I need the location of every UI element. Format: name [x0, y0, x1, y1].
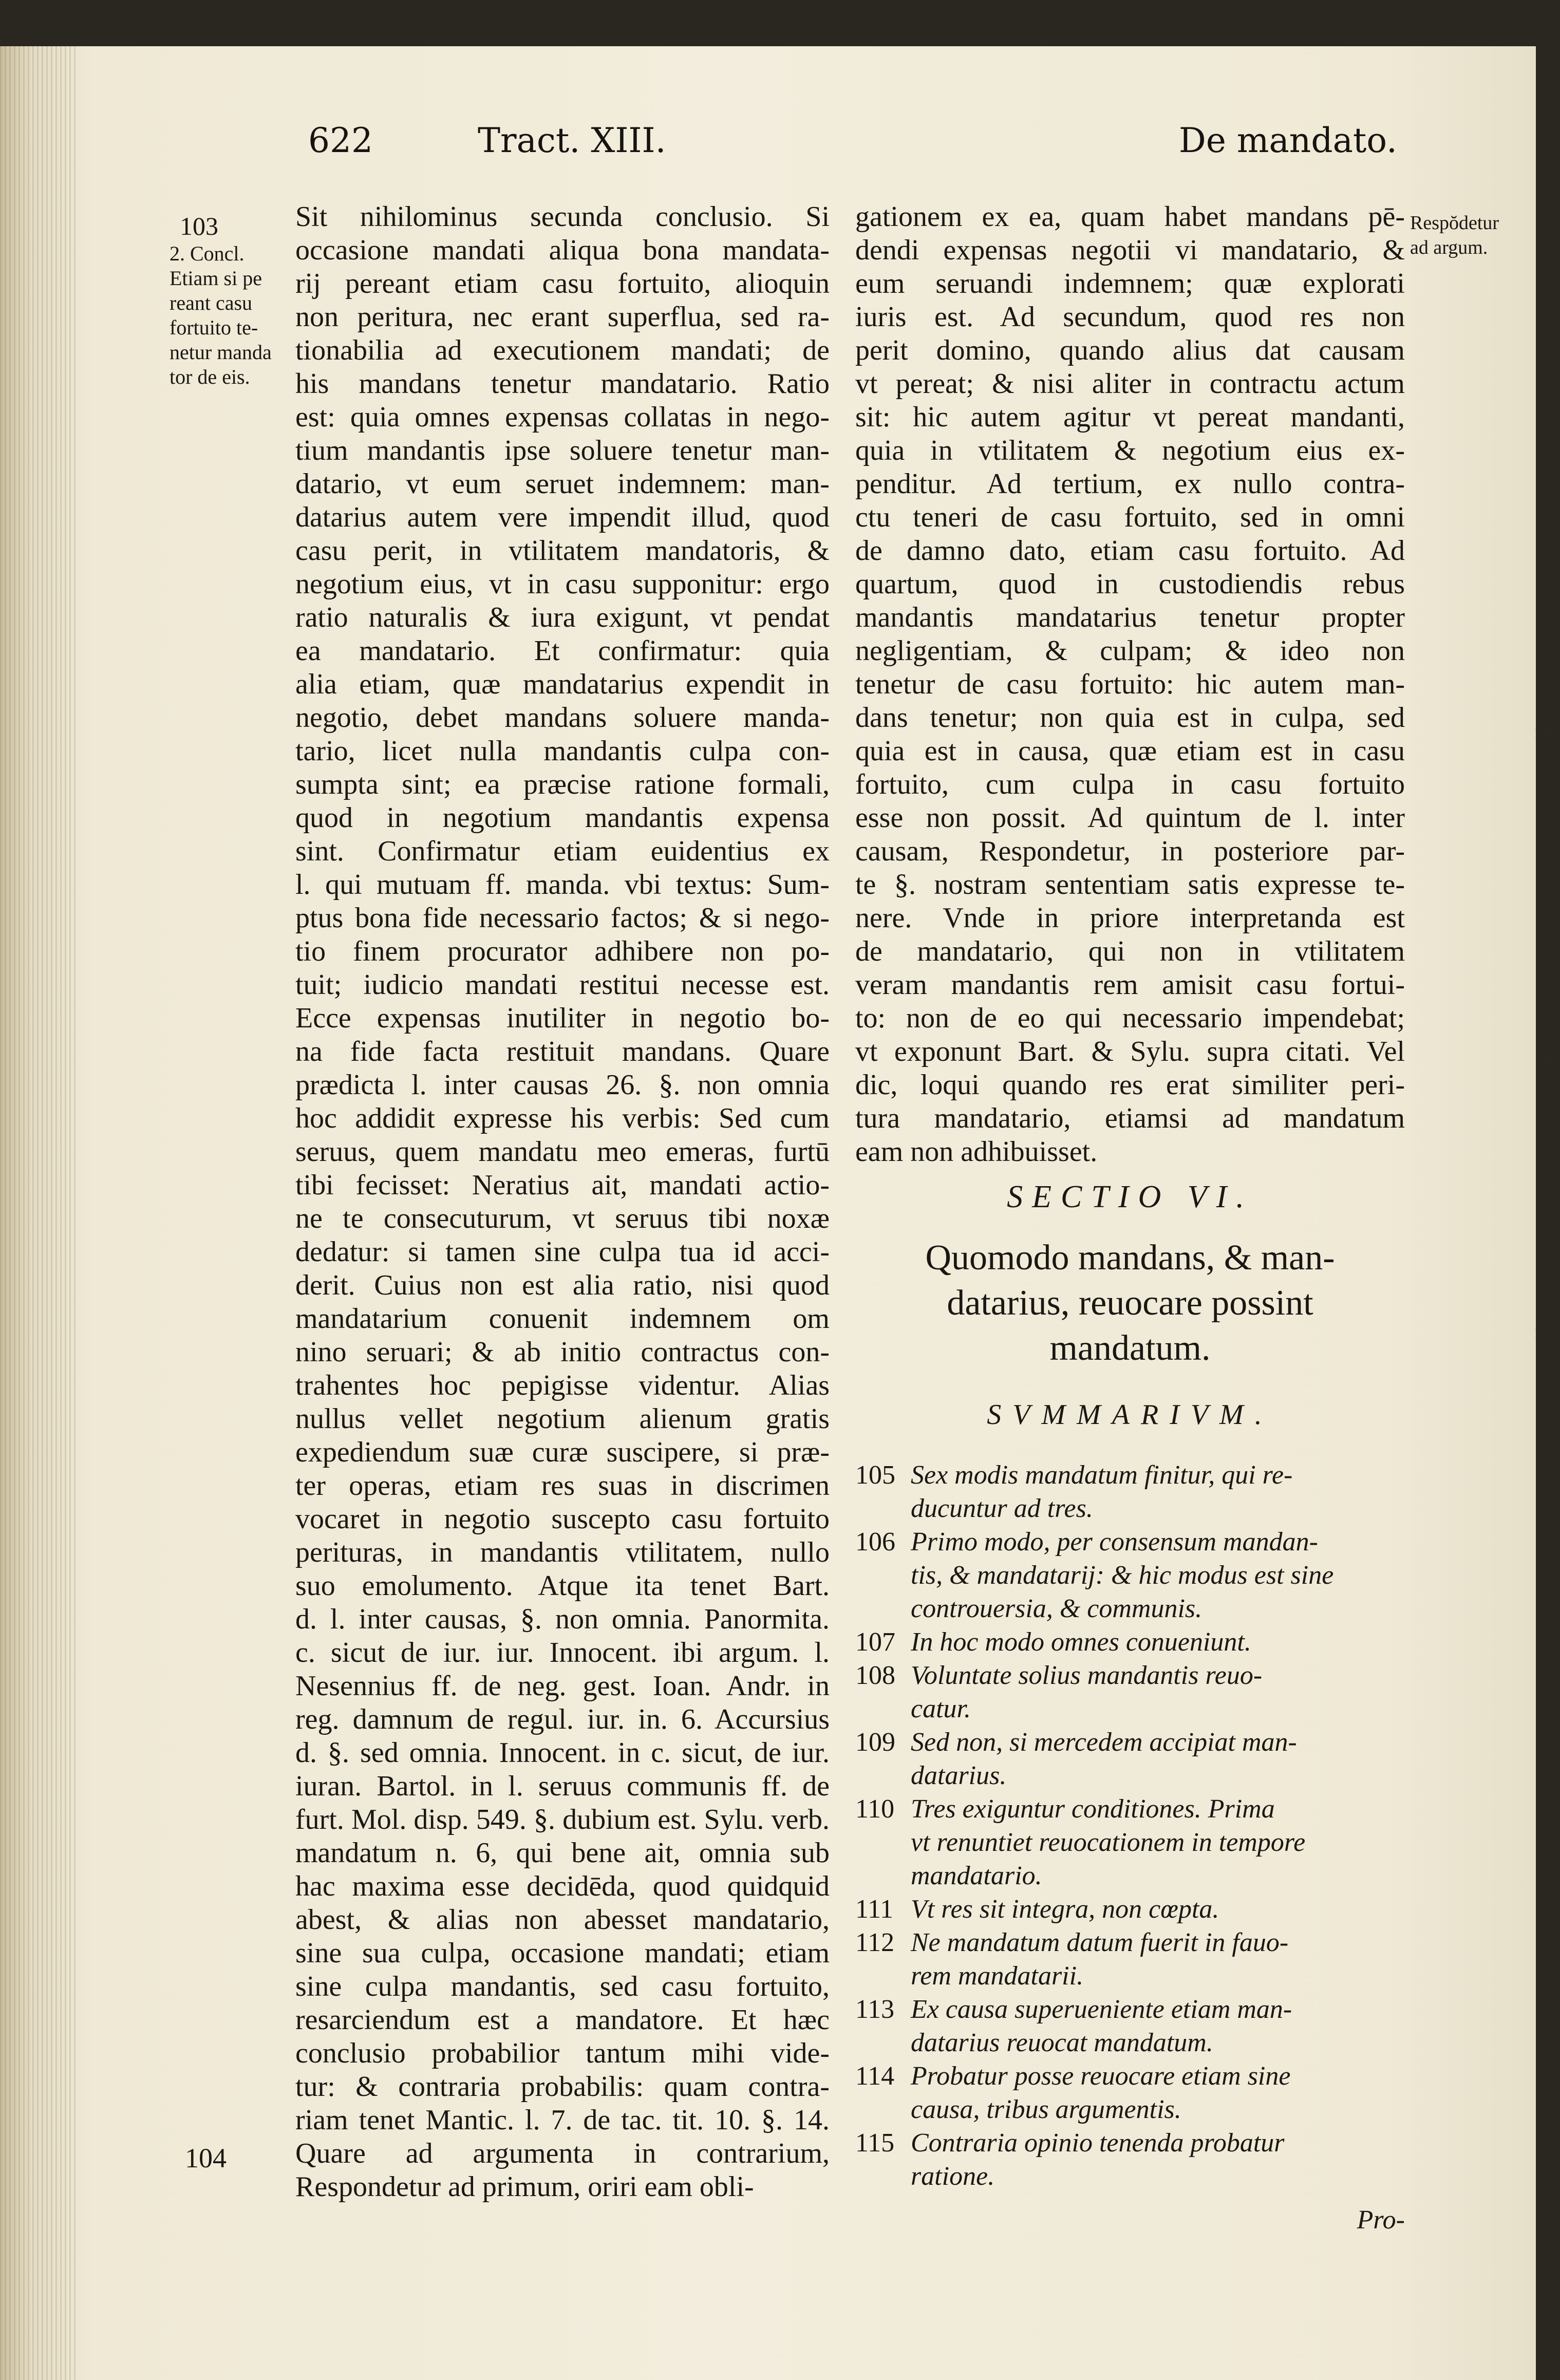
text-line: tenetur de casu fortuito: hic autem man-	[855, 668, 1405, 700]
text-line: d. §. sed omnia. Innocent. in c. sicut, de iur.	[295, 1737, 830, 1769]
summary-item-text: catur.	[911, 1694, 971, 1723]
text-line: eum seruandi indemnem; quæ explorati	[855, 268, 1405, 299]
text-line: sine culpa mandantis, sed casu fortuito,	[295, 1971, 830, 2002]
bleed-through-number: 100	[1533, 724, 1556, 741]
text-line: reg. damnum de regul. iur. in. 6. Accursius	[295, 1703, 830, 1735]
section-title: SECTIO VI.	[1007, 1179, 1253, 1214]
summary-item-text: Primo modo, per consensum mandan-	[911, 1527, 1318, 1557]
bleed-through-number: 101	[1533, 1324, 1556, 1341]
summary-item	[855, 1993, 1405, 2059]
margin-note-line: reant casu	[170, 291, 253, 314]
text-line: tario, licet nulla mandantis culpa con-	[295, 735, 830, 767]
margin-note-line: tor de eis.	[170, 365, 250, 388]
text-line: occasione mandati aliqua bona mandata-	[295, 234, 830, 266]
text-line: mandantis mandatarius tenetur propter	[855, 602, 1405, 633]
summary-item	[855, 1525, 1405, 1625]
catchword: Pro-	[1357, 2205, 1405, 2235]
summary-item	[855, 2059, 1405, 2126]
summary-item-number: 112	[855, 1928, 895, 1957]
summary-item-number: 110	[855, 1794, 895, 1824]
margin-note-line: fortuito te-	[170, 316, 258, 339]
text-line: vt pereat; & nisi aliter in contractu actum	[855, 368, 1405, 400]
summary-item-text: rem mandatarii.	[911, 1961, 1084, 1991]
bleed-through-number: 99	[1541, 1050, 1556, 1067]
summary-list	[855, 1458, 1405, 2193]
summary-item	[855, 1659, 1405, 1726]
summary-item-number: 107	[855, 1627, 895, 1657]
section-heading-line: datarius, reuocare possint	[947, 1283, 1313, 1323]
right-margin-notes	[1410, 211, 1523, 260]
summary-item-number: 108	[855, 1661, 895, 1690]
text-line: veram mandantis rem amisit casu fortui-	[855, 969, 1405, 1001]
text-line: Nesennius ff. de neg. gest. Ioan. Andr. in	[295, 1670, 830, 1702]
text-line: esse non possit. Ad quintum de l. inter	[855, 802, 1405, 834]
text-line: negotium eius, vt in casu supponitur: ergo	[295, 568, 830, 600]
text-line: perit domino, quando alius dat causam	[855, 334, 1405, 366]
summary-item-number: 115	[855, 2128, 895, 2158]
text-line: dic, loqui quando res erat similiter peri-	[855, 1069, 1405, 1101]
summary-item-text: controuersia, & communis.	[911, 1594, 1202, 1623]
summary-item	[855, 1892, 1405, 1926]
summary-item-number: 111	[855, 1895, 894, 1924]
summary-item-text: mandatario.	[911, 1861, 1042, 1890]
text-line: tio finem procurator adhibere non po-	[295, 935, 830, 967]
text-line: tur: & contraria probabilis: quam contra-	[295, 2071, 830, 2103]
text-line: l. qui mutuam ff. manda. vbi textus: Sum-	[295, 869, 830, 901]
text-line: iuran. Bartol. in l. seruus communis ff. de	[295, 1770, 830, 1802]
text-line: negotio, debet mandans soluere manda-	[295, 702, 830, 734]
tract-title: Tract. XIII.	[478, 121, 666, 160]
summary-item-text: Vt res sit integra, non cœpta.	[911, 1895, 1219, 1924]
summary-item	[855, 1726, 1405, 1792]
text-line: vt exponunt Bart. & Sylu. supra citati. Vel	[855, 1036, 1405, 1067]
text-line: mandatarium conuenit indemnem om	[295, 1303, 830, 1335]
summary-item-text: Probatur posse reuocare etiam sine	[911, 2062, 1291, 2091]
text-line: negligentiam, & culpam; & ideo non	[855, 635, 1405, 667]
summary-item-text: Contraria opinio tenenda probatur	[911, 2128, 1285, 2158]
text-line: vocaret in negotio suscepto casu fortuito	[295, 1503, 830, 1535]
text-line: tuit; iudicio mandati restitui necesse est.	[295, 969, 830, 1001]
text-line: sine sua culpa, occasione mandati; etiam	[295, 1937, 830, 1969]
text-line: hac maxima esse decidēda, quod quidquid	[295, 1870, 830, 1902]
text-line: tionabilia ad executionem mandati; de	[295, 334, 830, 366]
text-line: Respondetur ad primum, oriri eam obli-	[295, 2171, 754, 2203]
left-text-column	[295, 200, 830, 2204]
text-line: fortuito, cum culpa in casu fortuito	[855, 769, 1405, 800]
margin-number: 104	[185, 2143, 227, 2173]
summary-item-text: Ex causa superueniente etiam man-	[911, 1995, 1292, 2024]
summary-item-number: 106	[855, 1527, 895, 1557]
summary-item	[855, 1625, 1405, 1659]
text-line: eam non adhibuisset.	[855, 1136, 1098, 1168]
text-line: trahentes hoc pepigisse videntur. Alias	[295, 1370, 830, 1401]
text-line: sint. Confirmatur etiam euidentius ex	[295, 835, 830, 867]
summary-item-text: datarius.	[911, 1761, 1007, 1790]
page-stack-edge	[0, 46, 77, 2380]
text-line: nino seruari; & ab initio contractus con-	[295, 1336, 830, 1368]
summary-item	[855, 2126, 1405, 2193]
summary-item	[855, 1458, 1405, 1525]
text-line: furt. Mol. disp. 549. §. dubium est. Sylu. verb.	[295, 1804, 830, 1835]
text-line: d. l. inter causas, §. non omnia. Panormita.	[295, 1603, 830, 1635]
text-line: seruus, quem mandatu meo emeras, furtū	[295, 1136, 830, 1168]
text-line: ter operas, etiam res suas in discrimen	[295, 1470, 830, 1502]
text-line: dedatur: si tamen sine culpa tua id acci-	[295, 1236, 830, 1268]
text-line: expediendum suæ curæ suscipere, si præ-	[295, 1436, 830, 1468]
text-line: de mandatario, qui non in vtilitatem	[855, 935, 1405, 967]
summary-item-text: Voluntate solius mandantis reuo-	[911, 1661, 1263, 1690]
text-line: dendi expensas negotii vi mandatario, &	[855, 234, 1405, 266]
text-line: sit: hic autem agitur vt pereat mandanti,	[855, 401, 1405, 433]
text-line: tium mandantis ipse soluere tenetur man-	[295, 435, 830, 466]
summary-item	[855, 1792, 1405, 1892]
summary-item-number: 114	[855, 2062, 895, 2091]
text-line: gationem ex ea, quam habet mandans pē-	[855, 201, 1405, 233]
summary-item-text: Tres exiguntur conditiones. Prima	[911, 1794, 1275, 1824]
text-line: sumpta sint; ea præcise ratione formali,	[295, 769, 830, 800]
text-line: ne te consecuturum, vt seruus tibi noxæ	[295, 1203, 830, 1234]
text-line: causam, Respondetur, in posteriore par-	[855, 835, 1405, 867]
text-line: datario, vt eum seruet indemnem: man-	[295, 468, 830, 500]
text-line: Ecce expensas inutiliter in negotio bo-	[295, 1002, 830, 1034]
text-line: rij pereant etiam casu fortuito, alioquin	[295, 268, 830, 299]
text-line: quia in vtilitatem & negotium eius ex-	[855, 435, 1405, 466]
text-line: quartum, quod in custodiendis rebus	[855, 568, 1405, 600]
text-line: alia etiam, quæ mandatarius expendit in	[295, 668, 830, 700]
text-line: to: non de eo qui necessario impendebat;	[855, 1002, 1405, 1034]
text-line: mandatum n. 6, qui bene ait, omnia sub	[295, 1837, 830, 1869]
text-line: quia est in causa, quæ etiam est in casu	[855, 735, 1405, 767]
text-line: de damno dato, etiam casu fortuito. Ad	[855, 535, 1405, 567]
text-line: suo emolumento. Atque ita tenet Bart.	[295, 1570, 830, 1602]
summary-item-text: causa, tribus argumentis.	[911, 2095, 1181, 2124]
summary-item-text: Sed non, si mercedem accipiat man-	[911, 1728, 1297, 1757]
summary-item-number: 109	[855, 1728, 895, 1757]
summary-item-number: 113	[855, 1995, 895, 2024]
section-heading-line: Quomodo mandans, & man-	[925, 1238, 1335, 1278]
summary-item	[855, 1926, 1405, 1993]
margin-note-line: ad argum.	[1410, 237, 1488, 258]
text-line: est: quia omnes expensas collatas in nego-	[295, 401, 830, 433]
summary-item-text: datarius reuocat mandatum.	[911, 2028, 1213, 2057]
summary-item-text: Ne mandatum datum fuerit in fauo-	[911, 1928, 1289, 1957]
text-line: prædicta l. inter causas 26. §. non omnia	[295, 1069, 830, 1101]
text-line: conclusio probabilior tantum mihi vide-	[295, 2037, 830, 2069]
text-line: c. sicut de iur. iur. Innocent. ibi argum. l.	[295, 1637, 830, 1669]
summary-item-text: tis, & mandatarij: & hic modus est sine	[911, 1561, 1334, 1590]
text-line: ratio naturalis & iura exigunt, vt pendat	[295, 602, 830, 633]
book-page	[0, 46, 1556, 2380]
right-body-text	[855, 200, 1405, 1169]
running-title: De mandato.	[1178, 121, 1397, 160]
text-line: nullus vellet negotium alienum gratis	[295, 1403, 830, 1435]
text-line: iuris est. Ad secundum, quod res non	[855, 301, 1405, 333]
summary-item-text: vt renuntiet reuocationem in tempore	[911, 1828, 1306, 1857]
margin-note-line: Etiam si pe	[170, 267, 262, 290]
bleed-through-text	[1387, 108, 1556, 2317]
section-heading-line: mandatum.	[1049, 1328, 1211, 1368]
left-margin-notes	[170, 211, 293, 389]
text-line: nere. Vnde in priore interpretanda est	[855, 902, 1405, 934]
text-line: non peritura, nec erant superflua, sed ra-	[295, 301, 830, 333]
text-line: ea mandatario. Et confirmatur: quia	[295, 635, 830, 667]
text-line: riam tenet Mantic. l. 7. de tac. tit. 10. §. 14.	[295, 2104, 830, 2136]
summarium-title: SVMMARIVM.	[987, 1399, 1273, 1431]
text-line: Sit nihilominus secunda conclusio. Si	[295, 201, 830, 233]
page-number: 622	[308, 121, 373, 160]
conclusion-note	[170, 241, 293, 389]
summary-item-text: ratione.	[911, 2162, 995, 2191]
text-line: na fide facta restituit mandans. Quare	[295, 1036, 830, 1067]
margin-note-line: netur manda	[170, 341, 272, 364]
margin-number: 103	[180, 212, 218, 240]
text-line: derit. Cuius non est alia ratio, nisi quod	[295, 1269, 830, 1301]
text-line: ctu teneri de casu fortuito, sed in omni	[855, 501, 1405, 533]
margin-note-line: Respŏdetur	[1410, 212, 1499, 234]
text-line: his mandans tenetur mandatario. Ratio	[295, 368, 830, 400]
text-line: quod in negotium mandantis expensa	[295, 802, 830, 834]
text-line: te §. nostram sententiam satis expresse te-	[855, 869, 1405, 901]
summary-item-number: 105	[855, 1460, 895, 1490]
text-line: casu perit, in vtilitatem mandatoris, &	[295, 535, 830, 567]
text-line: dans tenetur; non quia est in culpa, sed	[855, 702, 1405, 734]
text-line: abest, & alias non abesset mandatario,	[295, 1904, 830, 1936]
text-line: hoc addidit expresse his verbis: Sed cum	[295, 1102, 830, 1134]
page-header	[308, 121, 1397, 182]
summary-item-text: In hoc modo omnes conueniunt.	[911, 1627, 1251, 1657]
summary-item-text: Sex modis mandatum finitur, qui re-	[911, 1460, 1293, 1490]
text-line: datarius autem vere impendit illud, quod	[295, 501, 830, 533]
text-line: tibi fecisset: Neratius ait, mandati actio-	[295, 1169, 830, 1201]
summary-item-text: ducuntur ad tres.	[911, 1494, 1093, 1523]
right-text-column	[855, 200, 1405, 2237]
margin-note-line: 2. Concl.	[170, 242, 245, 265]
text-line: Quare ad argumenta in contrarium,	[295, 2138, 830, 2169]
text-line: tura mandatario, etiamsi ad mandatum	[855, 1102, 1405, 1134]
text-line: penditur. Ad tertium, ex nullo contra-	[855, 468, 1405, 500]
text-line: perituras, in mandantis vtilitatem, nullo	[295, 1536, 830, 1568]
text-line: resarciendum est a mandatore. Et hæc	[295, 2004, 830, 2036]
text-line: ptus bona fide necessario factos; & si nego-	[295, 902, 830, 934]
